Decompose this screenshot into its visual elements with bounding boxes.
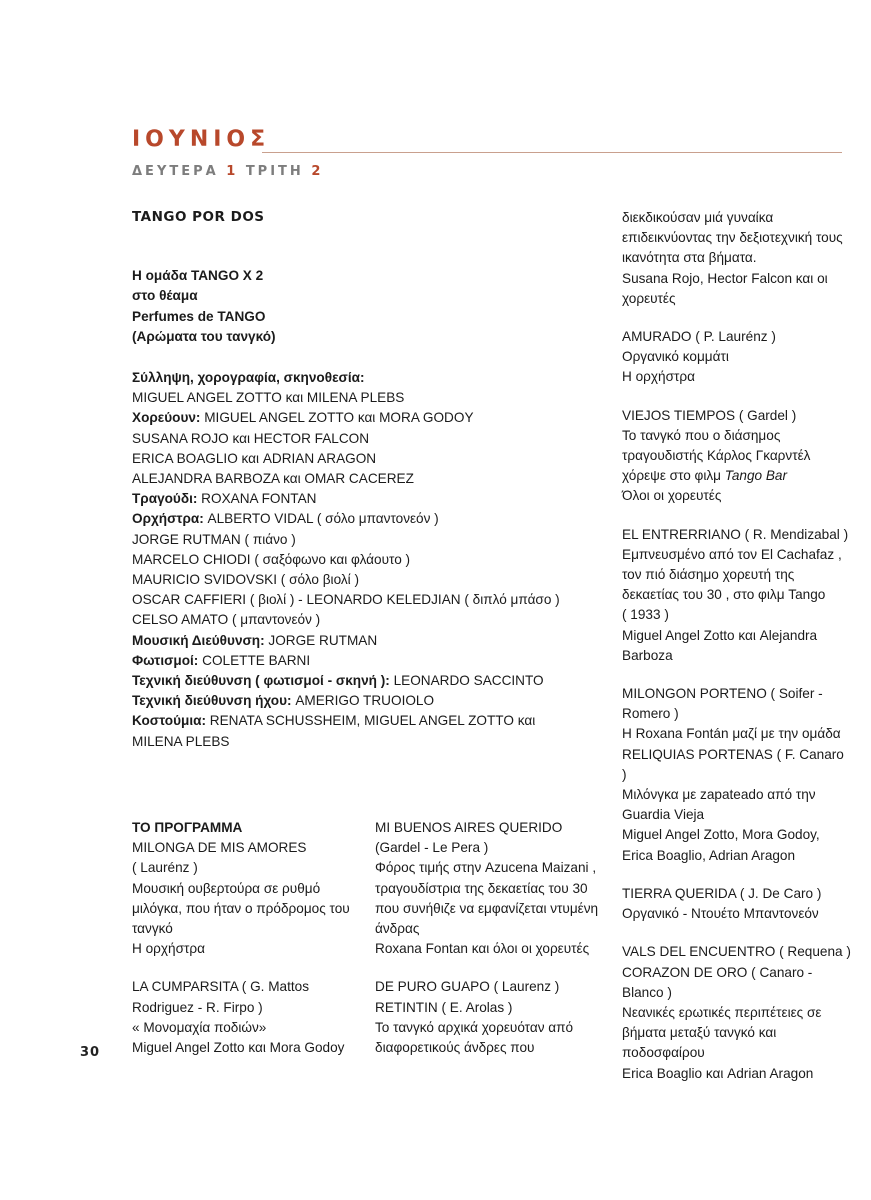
- program-entry: [622, 525, 852, 666]
- credits-list: [132, 368, 577, 752]
- dates-line: [132, 162, 323, 182]
- credit-value: ALEJANDRA BARBOZA και OMAR CACEREZ: [132, 471, 414, 487]
- credit-line: [132, 388, 577, 408]
- entry-line: EL ENTRERRIANO ( R. Mendizabal ): [622, 526, 849, 542]
- day1-number: 1: [226, 164, 239, 179]
- entry-line: βήματα μεταξύ τανγκό και: [622, 1025, 777, 1041]
- program-entry: [132, 977, 357, 1058]
- credit-label: Τραγούδι:: [132, 491, 198, 507]
- program-entry: [375, 977, 620, 1058]
- entry-line: Νεανικές ερωτικές περιπέτειες σε: [622, 1004, 822, 1020]
- credit-value: SUSANA ROJO και HECTOR FALCON: [132, 430, 370, 446]
- entry-line-text: χόρεψε στο φιλμ: [622, 468, 725, 484]
- entry-line: Μουσική ουβερτούρα σε ρυθμό: [132, 880, 321, 896]
- intro-line: Η ομάδα TANGO X 2: [132, 268, 264, 284]
- entry-line: Blanco ): [622, 984, 672, 1000]
- entry-line: τον πιό διάσημο χορευτή της: [622, 567, 795, 583]
- credit-line: [132, 550, 577, 570]
- intro-line: στο θέαμα: [132, 288, 198, 304]
- day2-number: 2: [311, 164, 324, 179]
- credit-line: [132, 711, 577, 731]
- credit-value: OSCAR CAFFIERI ( βιολί ) - LEONARDO KELEDJIAN ( διπλό μπάσο ): [132, 592, 560, 608]
- credit-label: Τεχνική διεύθυνση ( φωτισμοί - σκηνή ):: [132, 673, 390, 689]
- credit-value: LEONARDO SACCINTO: [389, 673, 544, 689]
- entry-line: διεκδικούσαν μιά γυναίκα: [622, 210, 774, 225]
- credit-line: [132, 610, 577, 630]
- intro-line: Perfumes de TANGO: [132, 308, 266, 324]
- entry-line: Miguel Angel Zotto και Alejandra: [622, 627, 818, 643]
- entry-line: Το τανγκό που ο διάσημος: [622, 427, 781, 443]
- show-info: [132, 207, 577, 752]
- entry-line: Miguel Angel Zotto και Mora Godoy: [132, 1040, 345, 1056]
- credit-label: Ορχήστρα:: [132, 511, 204, 527]
- entry-line: Οργανικό - Ντουέτο Μπαντονεόν: [622, 906, 819, 922]
- entry-line: ποδοσφαίρου: [622, 1045, 705, 1061]
- entry-line: Οργανικό κομμάτι: [622, 349, 729, 365]
- credit-line: [132, 408, 577, 428]
- show-title: TANGO POR DOS: [132, 209, 265, 225]
- entry-line: Το τανγκό αρχικά χορευόταν από: [375, 1019, 574, 1035]
- film-title: Tango Bar: [724, 468, 788, 484]
- intro-line: (Αρώματα του τανγκό): [132, 328, 276, 344]
- credit-value: AMERIGO TRUOIOLO: [291, 693, 435, 709]
- entry-line: Η ορχήστρα: [132, 941, 205, 957]
- credit-label: Σύλληψη, χορογραφία, σκηνοθεσία:: [132, 370, 365, 386]
- credit-label: Τεχνική διεύθυνση ήχου:: [132, 693, 292, 709]
- credit-line: [132, 469, 577, 489]
- entry-line: Εμπνευσμένο από τον El Cachafaz ,: [622, 546, 842, 562]
- program-entry: [132, 838, 357, 959]
- credit-value: CELSO AMATO ( μπαντονεόν ): [132, 612, 321, 628]
- entry-line: ( Laurénz ): [132, 860, 198, 876]
- program-entry: [622, 208, 852, 309]
- entry-line: μιλόγκα, που ήταν ο πρόδρομος του: [132, 900, 350, 916]
- entry-line: RETINTIN ( E. Arolas ): [375, 999, 513, 1015]
- credit-line: [132, 631, 577, 651]
- entry-line: τραγουδίστρια της δεκαετίας του 30: [375, 880, 588, 896]
- program-entry: [375, 818, 620, 959]
- program-column-3: [622, 208, 852, 1084]
- entry-line: VALS DEL ENCUENTRO ( Requena ): [622, 944, 851, 960]
- entry-line: τραγουδιστής Κάρλος Γκαρντέλ: [622, 448, 811, 464]
- credit-line: [132, 489, 577, 509]
- entry-line: [622, 466, 852, 486]
- entry-line: Romero ): [622, 706, 679, 722]
- entry-line: MILONGON PORTENO ( Soifer -: [622, 686, 823, 702]
- credit-value: ROXANA FONTAN: [197, 491, 317, 507]
- page-number: 30: [80, 1045, 101, 1060]
- header-divider: [262, 152, 842, 153]
- entry-line: Η ορχήστρα: [622, 369, 695, 385]
- credit-value: RENATA SCHUSSHEIM, MIGUEL ANGEL ZOTTO και: [206, 713, 536, 729]
- entry-line: Susana Rojo, Hector Falcon και οι: [622, 270, 828, 286]
- day2-name: ΤΡΙΤΗ: [245, 164, 304, 179]
- program-column-2: [375, 818, 620, 1058]
- entry-line: MI BUENOS AIRES QUERIDO: [375, 820, 563, 835]
- program-entry: [622, 884, 852, 924]
- credit-label: Φωτισμοί:: [132, 652, 199, 668]
- credit-line: [132, 671, 577, 691]
- entry-line: ( 1933 ): [622, 607, 669, 623]
- entry-line: Φόρος τιμής στην Azucena Maizani ,: [375, 860, 597, 876]
- credit-line: [132, 429, 577, 449]
- program-heading: ΤΟ ΠΡΟΓΡΑΜΜΑ: [132, 820, 243, 835]
- entry-line: Μιλόνγκα με zapateado από την: [622, 787, 816, 803]
- entry-line: Erica Boaglio και Adrian Aragon: [622, 1065, 814, 1081]
- credit-value: ERICA BOAGLIO και ADRIAN ARAGON: [132, 450, 377, 466]
- entry-line: « Μονομαχία ποδιών»: [132, 1019, 267, 1035]
- day1-name: ΔΕΥΤΕΡΑ: [132, 164, 219, 179]
- credit-line: [132, 368, 577, 388]
- credit-label: Κοστούμια:: [132, 713, 206, 729]
- credit-value: MIGUEL ANGEL ZOTTO και MORA GODOY: [200, 410, 474, 426]
- credit-line: [132, 732, 577, 752]
- entry-line: επιδεικνύοντας την δεξιοτεχνική τους: [622, 230, 843, 246]
- entry-line: ικανότητα στα βήματα.: [622, 250, 757, 266]
- credit-value: JORGE RUTMAN: [264, 632, 378, 648]
- entry-line: Rodriguez - R. Firpo ): [132, 999, 263, 1015]
- entry-line: Όλοι οι χορευτές: [622, 488, 722, 504]
- credit-line: [132, 509, 577, 529]
- credit-value: ALBERTO VIDAL ( σόλο μπαντονεόν ): [203, 511, 439, 527]
- entry-line: διαφορετικούς άνδρες που: [375, 1040, 535, 1056]
- entry-line: VIEJOS TIEMPOS ( Gardel ): [622, 407, 797, 423]
- credit-value: MILENA PLEBS: [132, 733, 230, 749]
- credit-line: [132, 651, 577, 671]
- credit-line: [132, 530, 577, 550]
- entry-line: AMURADO ( P. Laurénz ): [622, 329, 776, 345]
- entry-line: Erica Boaglio, Adrian Aragon: [622, 847, 796, 863]
- credit-value: JORGE RUTMAN ( πιάνο ): [132, 531, 296, 547]
- credit-label: Μουσική Διεύθυνση:: [132, 632, 265, 648]
- program-entry: [622, 942, 852, 1083]
- credit-value: MAURICIO SVIDOVSKI ( σόλο βιολί ): [132, 572, 359, 588]
- entry-line: Miguel Angel Zotto, Mora Godoy,: [622, 827, 820, 843]
- credit-line: [132, 570, 577, 590]
- entry-line: LA CUMPARSITA ( G. Mattos: [132, 979, 310, 995]
- program-entry-viejos-tiempos: [622, 406, 852, 507]
- entry-line: TIERRA QUERIDA ( J. De Caro ): [622, 885, 822, 901]
- credit-line: [132, 691, 577, 711]
- entry-line: χορευτές: [622, 290, 676, 306]
- entry-line: που συνήθιζε να εμφανίζεται ντυμένη: [375, 900, 599, 916]
- credit-value: MIGUEL ANGEL ZOTTO και MILENA PLEBS: [132, 390, 405, 406]
- entry-line: MILONGA DE MIS AMORES: [132, 840, 307, 856]
- program-entry: [622, 684, 852, 866]
- program-column-1: [132, 818, 357, 1058]
- entry-line: CORAZON DE ORO ( Canaro -: [622, 964, 813, 980]
- entry-line: Guardia Vieja: [622, 807, 705, 823]
- credit-line: [132, 590, 577, 610]
- entry-line: Η Roxana Fontán μαζί με την ομάδα: [622, 726, 841, 742]
- program-entry: [622, 327, 852, 388]
- entry-line: Barboza: [622, 647, 673, 663]
- entry-line: DE PURO GUAPO ( Laurenz ): [375, 979, 560, 995]
- credit-line: [132, 449, 577, 469]
- entry-line: (Gardel - Le Pera ): [375, 840, 489, 856]
- entry-line: τανγκό: [132, 921, 173, 937]
- credit-value: MARCELO CHIODI ( σαξόφωνο και φλάουτο ): [132, 551, 411, 567]
- entry-line: δεκαετίας του 30 , στο φιλμ Tango: [622, 587, 826, 603]
- credit-label: Χορεύουν:: [132, 410, 201, 426]
- entry-line: RELIQUIAS PORTENAS ( F. Canaro ): [622, 746, 844, 782]
- entry-line: άνδρας: [375, 921, 420, 937]
- entry-line: Roxana Fontan και όλοι οι χορευτές: [375, 941, 590, 957]
- credit-value: COLETTE BARNI: [198, 652, 311, 668]
- month-title: ΙΟΥΝΙΟΣ: [132, 127, 271, 152]
